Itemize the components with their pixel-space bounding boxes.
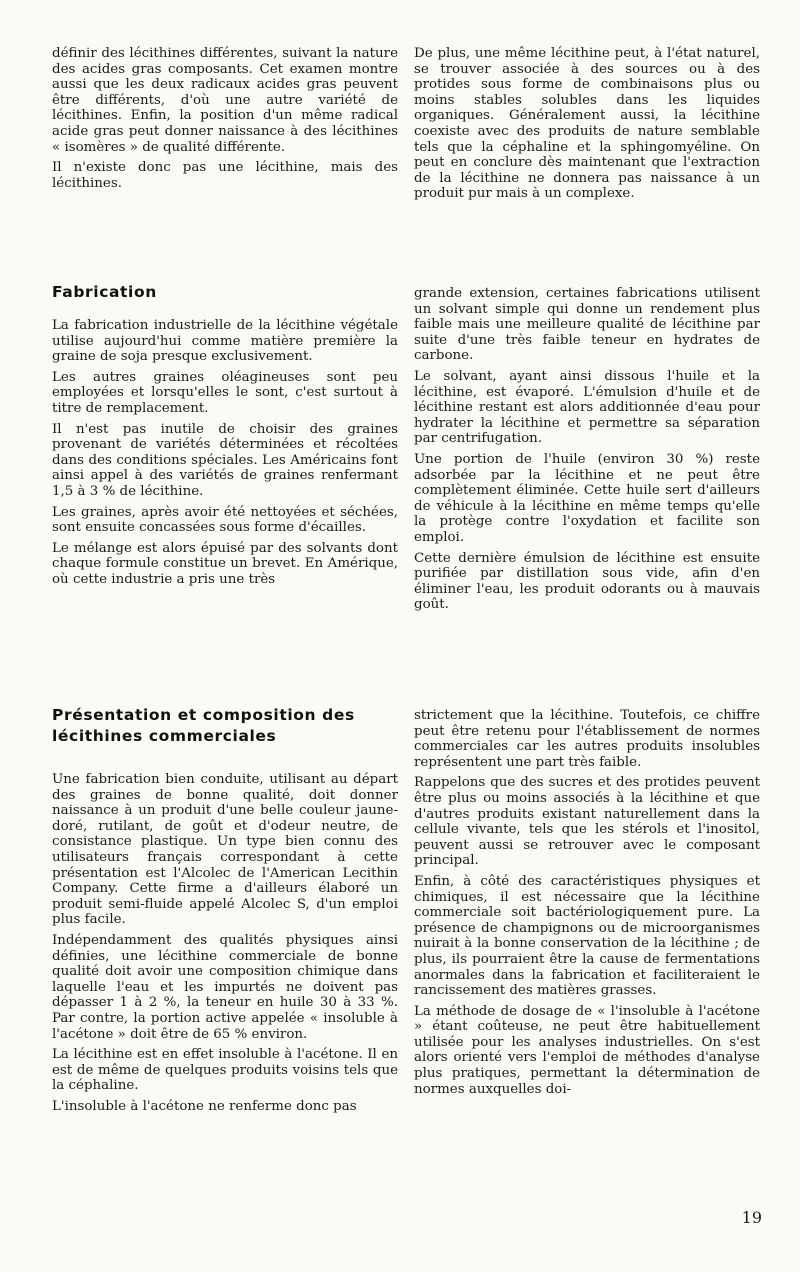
- paragraph: Il n'est pas inutile de choisir des graines provenant de variétés déterminées et récoltées dans des conditions spéciales. Les Américains font ainsi appel à des variétés de graines renfermant 1,5 à 3 % de lécithine.: [52, 421, 398, 499]
- paragraph: La fabrication industrielle de la lécithine végétale utilise aujourd'hui comme matière première la graine de soja presque exclusivement.: [52, 318, 398, 365]
- paragraph: L'insoluble à l'acétone ne renferme donc pas: [52, 1098, 357, 1114]
- paragraph: strictement que la lécithine. Toutefois, ce chiffre peut être retenu pour l'établissement de normes commerciales car les autres produits insolubles représentent une part très faible.: [414, 708, 760, 770]
- paragraph: De plus, une même lécithine peut, à l'état naturel, se trouver associée à des sources ou à des protides sous forme de combinaisons plus ou moins stables solubles dans les liquides organiques. Généralement aussi, la lécithine coexiste avec des produits de nature semblable tels que la céphaline et la sphingomyéline. On peut en conclure dès maintenant que l'extraction de la lécithine ne donnera pas naissance à un produit pur mais à un complexe.: [414, 46, 760, 202]
- paragraph: La méthode de dosage de « l'insoluble à l'acétone » étant coûteuse, ne peut être habituellement utilisée pour les analyses industrielles. On s'est alors orienté vers l'emploi de méthodes d'analyse plus pratiques, permettant la détermination de normes auxquelles doi-: [414, 1003, 760, 1097]
- fabrication-left-column: [52, 318, 398, 593]
- page-number: 19: [741, 1208, 762, 1227]
- paragraph: Le mélange est alors épuisé par des solvants dont chaque formule constitue un brevet. En Amérique, où cette industrie a pris une très: [52, 540, 398, 587]
- paragraph: Enfin, à côté des caractéristiques physiques et chimiques, il est nécessaire que la lécithine commerciale soit bactériologiquement pure. La présence de champignons ou de microorganismes nuirait à la bonne conservation de la lécithine ; de plus, ils pourraient être la cause de fermentations anormales dans la fabrication et faciliteraient le rancissement des matières grasses.: [414, 873, 760, 999]
- section-heading-presentation: Présentation et composition des lécithines commerciales: [52, 706, 355, 745]
- paragraph: grande extension, certaines fabrications utilisent un solvant simple qui donne un rendement plus faible mais une meilleure qualité de lécithine par suite d'une très faible teneur en hydrates de carbone.: [414, 286, 760, 364]
- paragraph: Les graines, après avoir été nettoyées et séchées, sont ensuite concassées sous forme d'écailles.: [52, 504, 398, 536]
- paragraph: Le solvant, ayant ainsi dissous l'huile et la lécithine, est évaporé. L'émulsion d'huile et de lécithine restant est alors additionnée d'eau pour hydrater la lécithine et permettre sa séparation par centrifugation.: [414, 368, 760, 447]
- paragraph: Rappelons que des sucres et des protides peuvent être plus ou moins associés à la lécithine et que d'autres produits existant naturellement dans la cellule vivante, tels que les stérols et l'inositol, peuvent aussi se retrouver avec le composant principal.: [414, 775, 760, 869]
- paragraph: Une fabrication bien conduite, utilisant au départ des graines de bonne qualité, doit donner naissance à un produit d'une belle couleur jaune-doré, rutilant, de goût et d'odeur neutre, de consistance plastique. Un type bien connu des utilisateurs français correspondant à cette présentation est l'Alcolec de l'American Lecithin Company. Cette firme a d'ailleurs élaboré un produit semi-fluide appelé Alcolec S, d'un emploi plus facile.: [52, 772, 398, 928]
- paragraph: Une portion de l'huile (environ 30 %) reste adsorbée par la lécithine et ne peut être complètement éliminée. Cette huile sert d'ailleurs de véhicule à la lécithine en même temps qu'elle la protège contre l'oxydation et facilite son emploi.: [414, 451, 760, 545]
- fabrication-right-column: [414, 286, 760, 618]
- paragraph: Indépendamment des qualités physiques ainsi définies, une lécithine commerciale de bonne qualité doit avoir une composition chimique dans laquelle l'eau et les impurtés ne doivent pas dépasser 1 à 2 %, la teneur en huile 30 à 33 %. Par contre, la portion active appelée « insoluble à l'acétone » doit être de 65 % environ.: [52, 932, 398, 1042]
- section-heading-fabrication: Fabrication: [52, 283, 157, 301]
- paragraph: Les autres graines oléagineuses sont peu employées et lorsqu'elles le sont, c'est surtout à titre de remplacement.: [52, 369, 398, 416]
- presentation-left-column: [52, 772, 398, 1119]
- intro-right-column: [414, 46, 760, 207]
- paragraph: Il n'existe donc pas une lécithine, mais des lécithines.: [52, 160, 398, 191]
- intro-left-column: [52, 46, 398, 196]
- paragraph: La lécithine est en effet insoluble à l'acétone. Il en est de même de quelques produits voisins tels que la céphaline.: [52, 1047, 398, 1094]
- paragraph: Cette dernière émulsion de lécithine est ensuite purifiée par distillation sous vide, afin d'en éliminer l'eau, les produit odorants ou à mauvais goût.: [414, 550, 760, 613]
- paragraph: définir des lécithines différentes, suivant la nature des acides gras composants. Cet examen montre aussi que les deux radicaux acides gras peuvent être différents, d'où une autre variété de lécithines. Enfin, la position d'un même radical acide gras peut donner naissance à des lécithines « isomères » de qualité différente.: [52, 46, 398, 155]
- presentation-right-column: [414, 708, 760, 1102]
